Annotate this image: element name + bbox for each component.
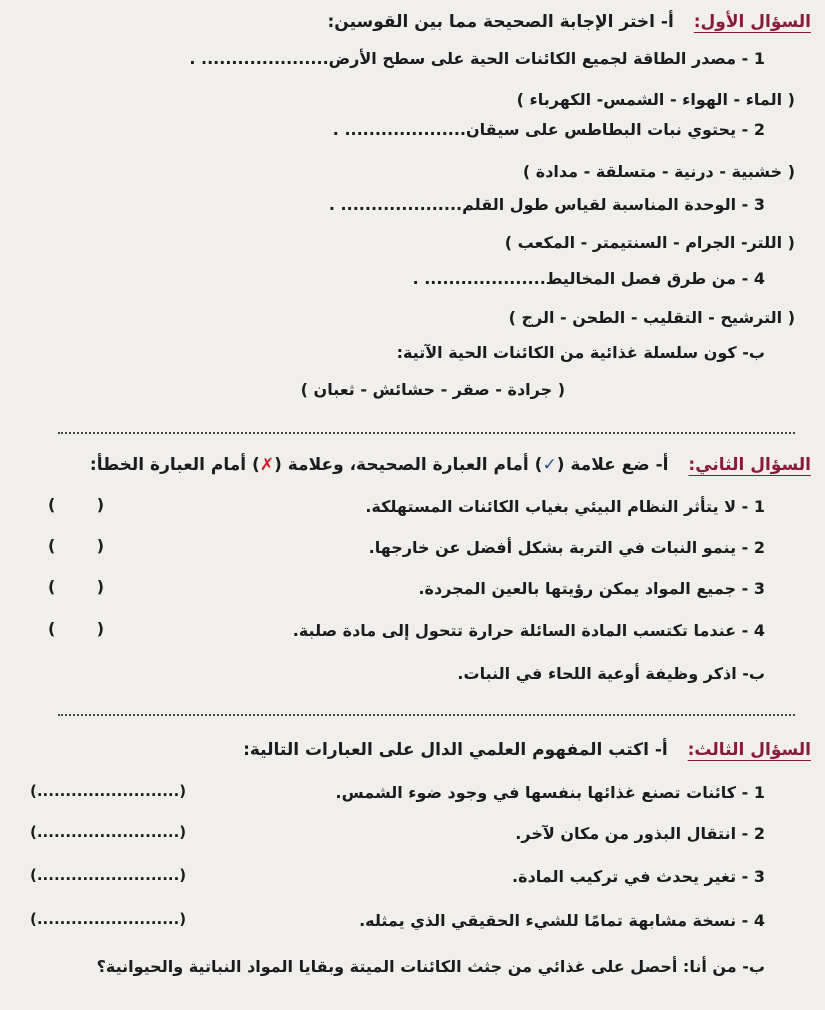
q2-item-1: 1 - لا يتأثر النظام البيئي بغياب الكائنات المستهلكة.	[365, 497, 765, 516]
q1-choices-3: ( اللتر- الجرام - السنتيمتر - المكعب )	[504, 233, 795, 252]
answer-box-1[interactable]: ( )	[48, 495, 104, 514]
q2-title: السؤال الثاني:	[688, 455, 811, 475]
answer-line	[58, 714, 795, 716]
q1-part-b: ب- كون سلسلة غذائية من الكائنات الحية الآتية:	[396, 343, 765, 362]
q2-item-3: 3 - جميع المواد يمكن رؤيتها بالعين المجردة.	[418, 579, 765, 598]
q3-item-4: 4 - نسخة مشابهة تمامًا للشيء الحقيقي الذي يمثله.	[359, 911, 765, 930]
q1-choices-4: ( الترشيح - التقليب - الطحن - الرج )	[508, 308, 795, 327]
q1-item-4: 4 - من طرق فصل المخاليط.................... .	[412, 269, 765, 288]
answer-box-3[interactable]: ( )	[48, 577, 104, 596]
q1-item-1: 1 - مصدر الطاقة لجميع الكائنات الحية على سطح الأرض..................... .	[189, 49, 765, 68]
q1-part-b-choices: ( جرادة - صقر - حشائش - ثعبان )	[300, 380, 565, 399]
q1-choices-1: ( الماء - الهواء - الشمس- الكهرباء )	[516, 90, 795, 109]
answer-blank-4[interactable]: (.........................)	[30, 910, 187, 928]
check-mark-icon: ✓	[542, 455, 557, 475]
answer-box-2[interactable]: ( )	[48, 536, 104, 555]
q3-item-3: 3 - تغير يحدث في تركيب المادة.	[512, 867, 765, 886]
q3-item-1: 1 - كائنات تصنع غذائها بنفسها في وجود ضوء الشمس.	[335, 783, 765, 802]
q1-item-2: 2 - يحتوي نبات البطاطس على سيقان.................... .	[332, 120, 765, 139]
q3-header	[243, 738, 811, 762]
q1-title: السؤال الأول:	[693, 12, 811, 32]
answer-line	[58, 432, 795, 434]
answer-blank-3[interactable]: (.........................)	[30, 866, 187, 884]
q1-item-3: 3 - الوحدة المناسبة لقياس طول القلم.................... .	[328, 195, 765, 214]
answer-blank-2[interactable]: (.........................)	[30, 823, 187, 841]
answer-box-4[interactable]: ( )	[48, 619, 104, 638]
q3-title: السؤال الثالث:	[687, 740, 811, 760]
q1-part-a: أ- اختر الإجابة الصحيحة مما بين القوسين:	[327, 12, 674, 32]
q3-item-2: 2 - انتقال البذور من مكان لآخر.	[515, 824, 765, 843]
answer-blank-1[interactable]: (.........................)	[30, 782, 187, 800]
q2-part-b: ب- اذكر وظيفة أوعية اللحاء في النبات.	[457, 664, 765, 683]
q3-part-a: أ- اكتب المفهوم العلمي الدال على العبارات التالية:	[243, 740, 668, 760]
q3-part-b: ب- من أنا: أحصل على غذائي من جثث الكائنات الميتة وبقايا المواد النباتية والحيوانية؟	[96, 957, 765, 976]
cross-mark-icon: ✗	[259, 455, 275, 475]
q2-item-2: 2 - ينمو النبات في التربة بشكل أفضل عن خارجها.	[368, 538, 765, 557]
q2-header	[90, 453, 811, 477]
q2-item-4: 4 - عندما تكتسب المادة السائلة حرارة تتحول إلى مادة صلبة.	[292, 621, 765, 640]
q1-header	[328, 10, 812, 34]
q1-choices-2: ( خشبية - درنية - متسلقة - مدادة )	[522, 162, 795, 181]
q2-part-a: أ- ضع علامة (✓) أمام العبارة الصحيحة، وعلامة (✗) أمام العبارة الخطأ:	[89, 455, 669, 475]
